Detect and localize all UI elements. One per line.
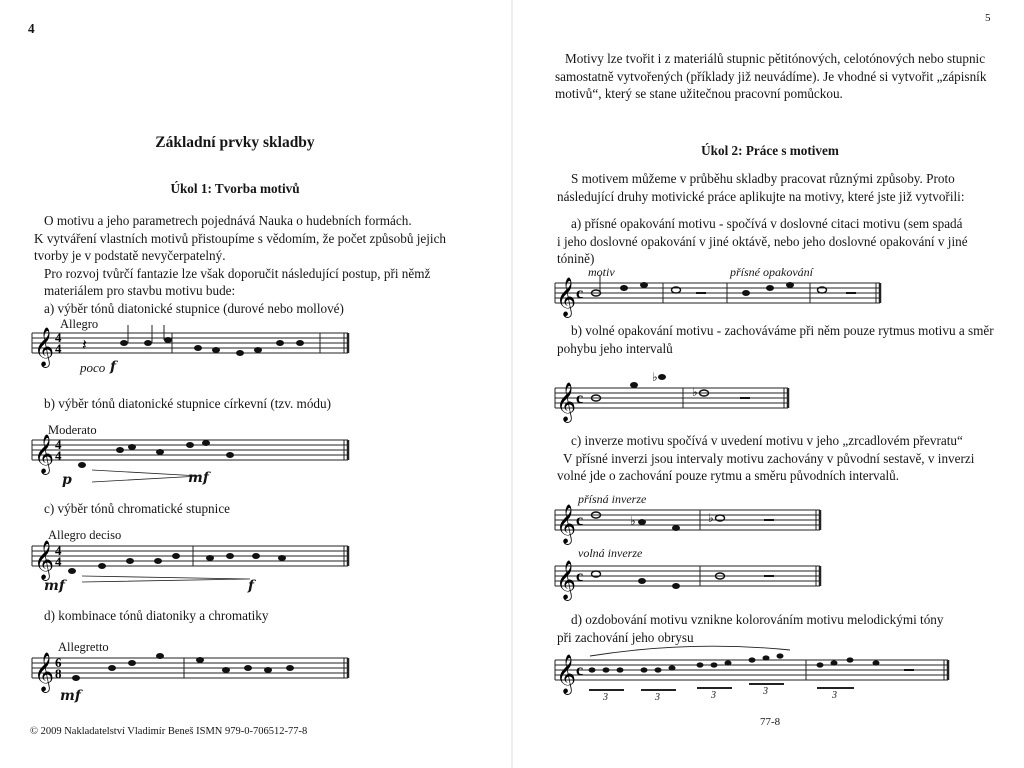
triplet-number: 3	[603, 692, 608, 703]
example-label: volná inverze	[578, 546, 643, 560]
svg-text:c: c	[576, 568, 584, 585]
page-footer-code: 77-8	[760, 716, 781, 728]
svg-text:c: c	[576, 662, 584, 679]
triplet-number: 3	[655, 692, 660, 703]
triplet-number: 3	[711, 690, 716, 701]
triplet-number: 3	[763, 686, 768, 697]
task2-line: následující druhy motivické práce aplikujte na motivy, které jste již vytvořili:	[557, 188, 965, 204]
svg-text:♭: ♭	[630, 514, 636, 528]
example-label: přísné opakování	[730, 265, 813, 279]
item-b-line: b) volné opakování motivu - zachováváme při něm pouze rytmus motivu a směr	[571, 323, 994, 338]
item-c-line: volné jde o zachování pouze rytmu a směru původních intervalů.	[557, 468, 900, 483]
item-d-label: d) kombinace tónů diatoniky a chromatiky	[44, 608, 269, 623]
task2-line: S motivem můžeme v průběhu skladby pracovat různými způsoby. Proto	[571, 171, 955, 186]
svg-text:4: 4	[55, 448, 62, 463]
dynamic-end: mf	[188, 470, 209, 486]
page-number-left: 4	[28, 21, 35, 36]
svg-text:c: c	[576, 390, 584, 407]
intro-line: O motivu a jeho parametrech pojednává Nauka o hudebních formách.	[44, 213, 412, 228]
item-c-line: c) inverze motivu spočívá v uvedení motivu v jeho „zrcadlovém převratu“	[571, 433, 963, 448]
dynamic-start: mf	[44, 578, 65, 594]
tempo-mark: Allegro	[60, 317, 99, 331]
triplet-number: 3	[832, 690, 837, 701]
svg-text:𝄞: 𝄞	[556, 560, 577, 600]
intro-line: Motivy lze tvořit i z materiálů stupnic pětitónových, celotónových nebo stupnic	[565, 51, 986, 66]
dynamic-word: poco	[80, 360, 106, 375]
svg-text:𝄞: 𝄞	[34, 434, 55, 474]
svg-text:4: 4	[55, 554, 62, 569]
svg-text:𝄞: 𝄞	[34, 540, 55, 580]
task2-heading: Úkol 2: Práce s motivem	[701, 143, 839, 158]
item-b-line: pohybu jeho intervalů	[557, 340, 673, 356]
chapter-title: Základní prvky skladby	[155, 134, 315, 151]
svg-text:♭: ♭	[652, 370, 658, 384]
svg-text:4: 4	[55, 437, 62, 452]
item-a-line: tónině)	[557, 251, 595, 266]
svg-text:♭: ♭	[692, 385, 698, 399]
svg-text:𝄞: 𝄞	[556, 654, 577, 694]
example-label: motiv	[588, 265, 615, 279]
tempo-mark: Allegretto	[58, 640, 109, 654]
svg-text:8: 8	[55, 666, 62, 681]
svg-text:4: 4	[55, 543, 62, 558]
item-d-line: d) ozdobování motivu vznikne kolorováním motivu melodickými tóny	[571, 612, 944, 627]
intro-line: motivů“, který se stane užitečnou pracovní pomůckou.	[555, 86, 843, 101]
svg-text:𝄞: 𝄞	[34, 327, 55, 367]
svg-text:c: c	[576, 512, 584, 529]
intro-line: K vytváření vlastních motivů přistoupíme s vědomím, že počet způsobů jejich	[34, 230, 447, 246]
svg-text:c: c	[576, 285, 584, 302]
task1-heading: Úkol 1: Tvorba motivů	[170, 181, 300, 196]
svg-text:𝄞: 𝄞	[34, 652, 55, 692]
svg-text:𝄞: 𝄞	[556, 382, 577, 422]
example-label: přísná inverze	[578, 492, 647, 506]
svg-text:𝄞: 𝄞	[556, 277, 577, 317]
dynamic-mark: f	[110, 359, 117, 375]
dynamic-start: mf	[60, 688, 81, 704]
intro-line: samostatně vytvořených (příklady již neuvádíme). Je vhodné si vytvořit „zápisník	[555, 68, 987, 84]
dynamic-end: f	[248, 578, 255, 594]
copyright-footer: © 2009 Nakladatelství Vladimír Beneš ISMN 979-0-706512-77-8	[30, 726, 308, 737]
item-c-line: V přísné inverzi jsou intervaly motivu zachovány v původní sestavě, v inverzi	[563, 450, 975, 466]
intro-line: tvorby je v podstatě nevyčerpatelný.	[34, 248, 226, 263]
svg-text:𝄞: 𝄞	[556, 504, 577, 544]
svg-text:4: 4	[55, 330, 62, 345]
item-a-line: i jeho doslovné opakování v jiné oktávě, nebo jeho doslovné opakování v jiné	[557, 233, 968, 249]
tempo-mark: Allegro deciso	[48, 528, 122, 542]
item-a-line: a) přísné opakování motivu - spočívá v doslovné citaci motivu (sem spadá	[571, 216, 963, 231]
svg-text:4: 4	[55, 341, 62, 356]
item-c-label: c) výběr tónů chromatické stupnice	[44, 501, 231, 516]
page-number-right: 5	[985, 12, 991, 24]
dynamic-start: p	[62, 472, 72, 488]
item-d-line: při zachování jeho obrysu	[557, 629, 694, 645]
item-b-label: b) výběr tónů diatonické stupnice církevní (tzv. módu)	[44, 396, 331, 411]
intro-line: materiálem pro stavbu motivu bude:	[44, 283, 236, 298]
svg-text:𝄽: 𝄽	[82, 337, 87, 354]
svg-text:6: 6	[55, 655, 62, 670]
intro-line: Pro rozvoj tvůrčí fantazie lze však doporučit následující postup, při němž	[44, 265, 431, 281]
svg-text:♭: ♭	[708, 511, 714, 525]
item-a-label: a) výběr tónů diatonické stupnice (durové nebo mollové)	[44, 300, 344, 316]
tempo-mark: Moderato	[48, 423, 97, 437]
